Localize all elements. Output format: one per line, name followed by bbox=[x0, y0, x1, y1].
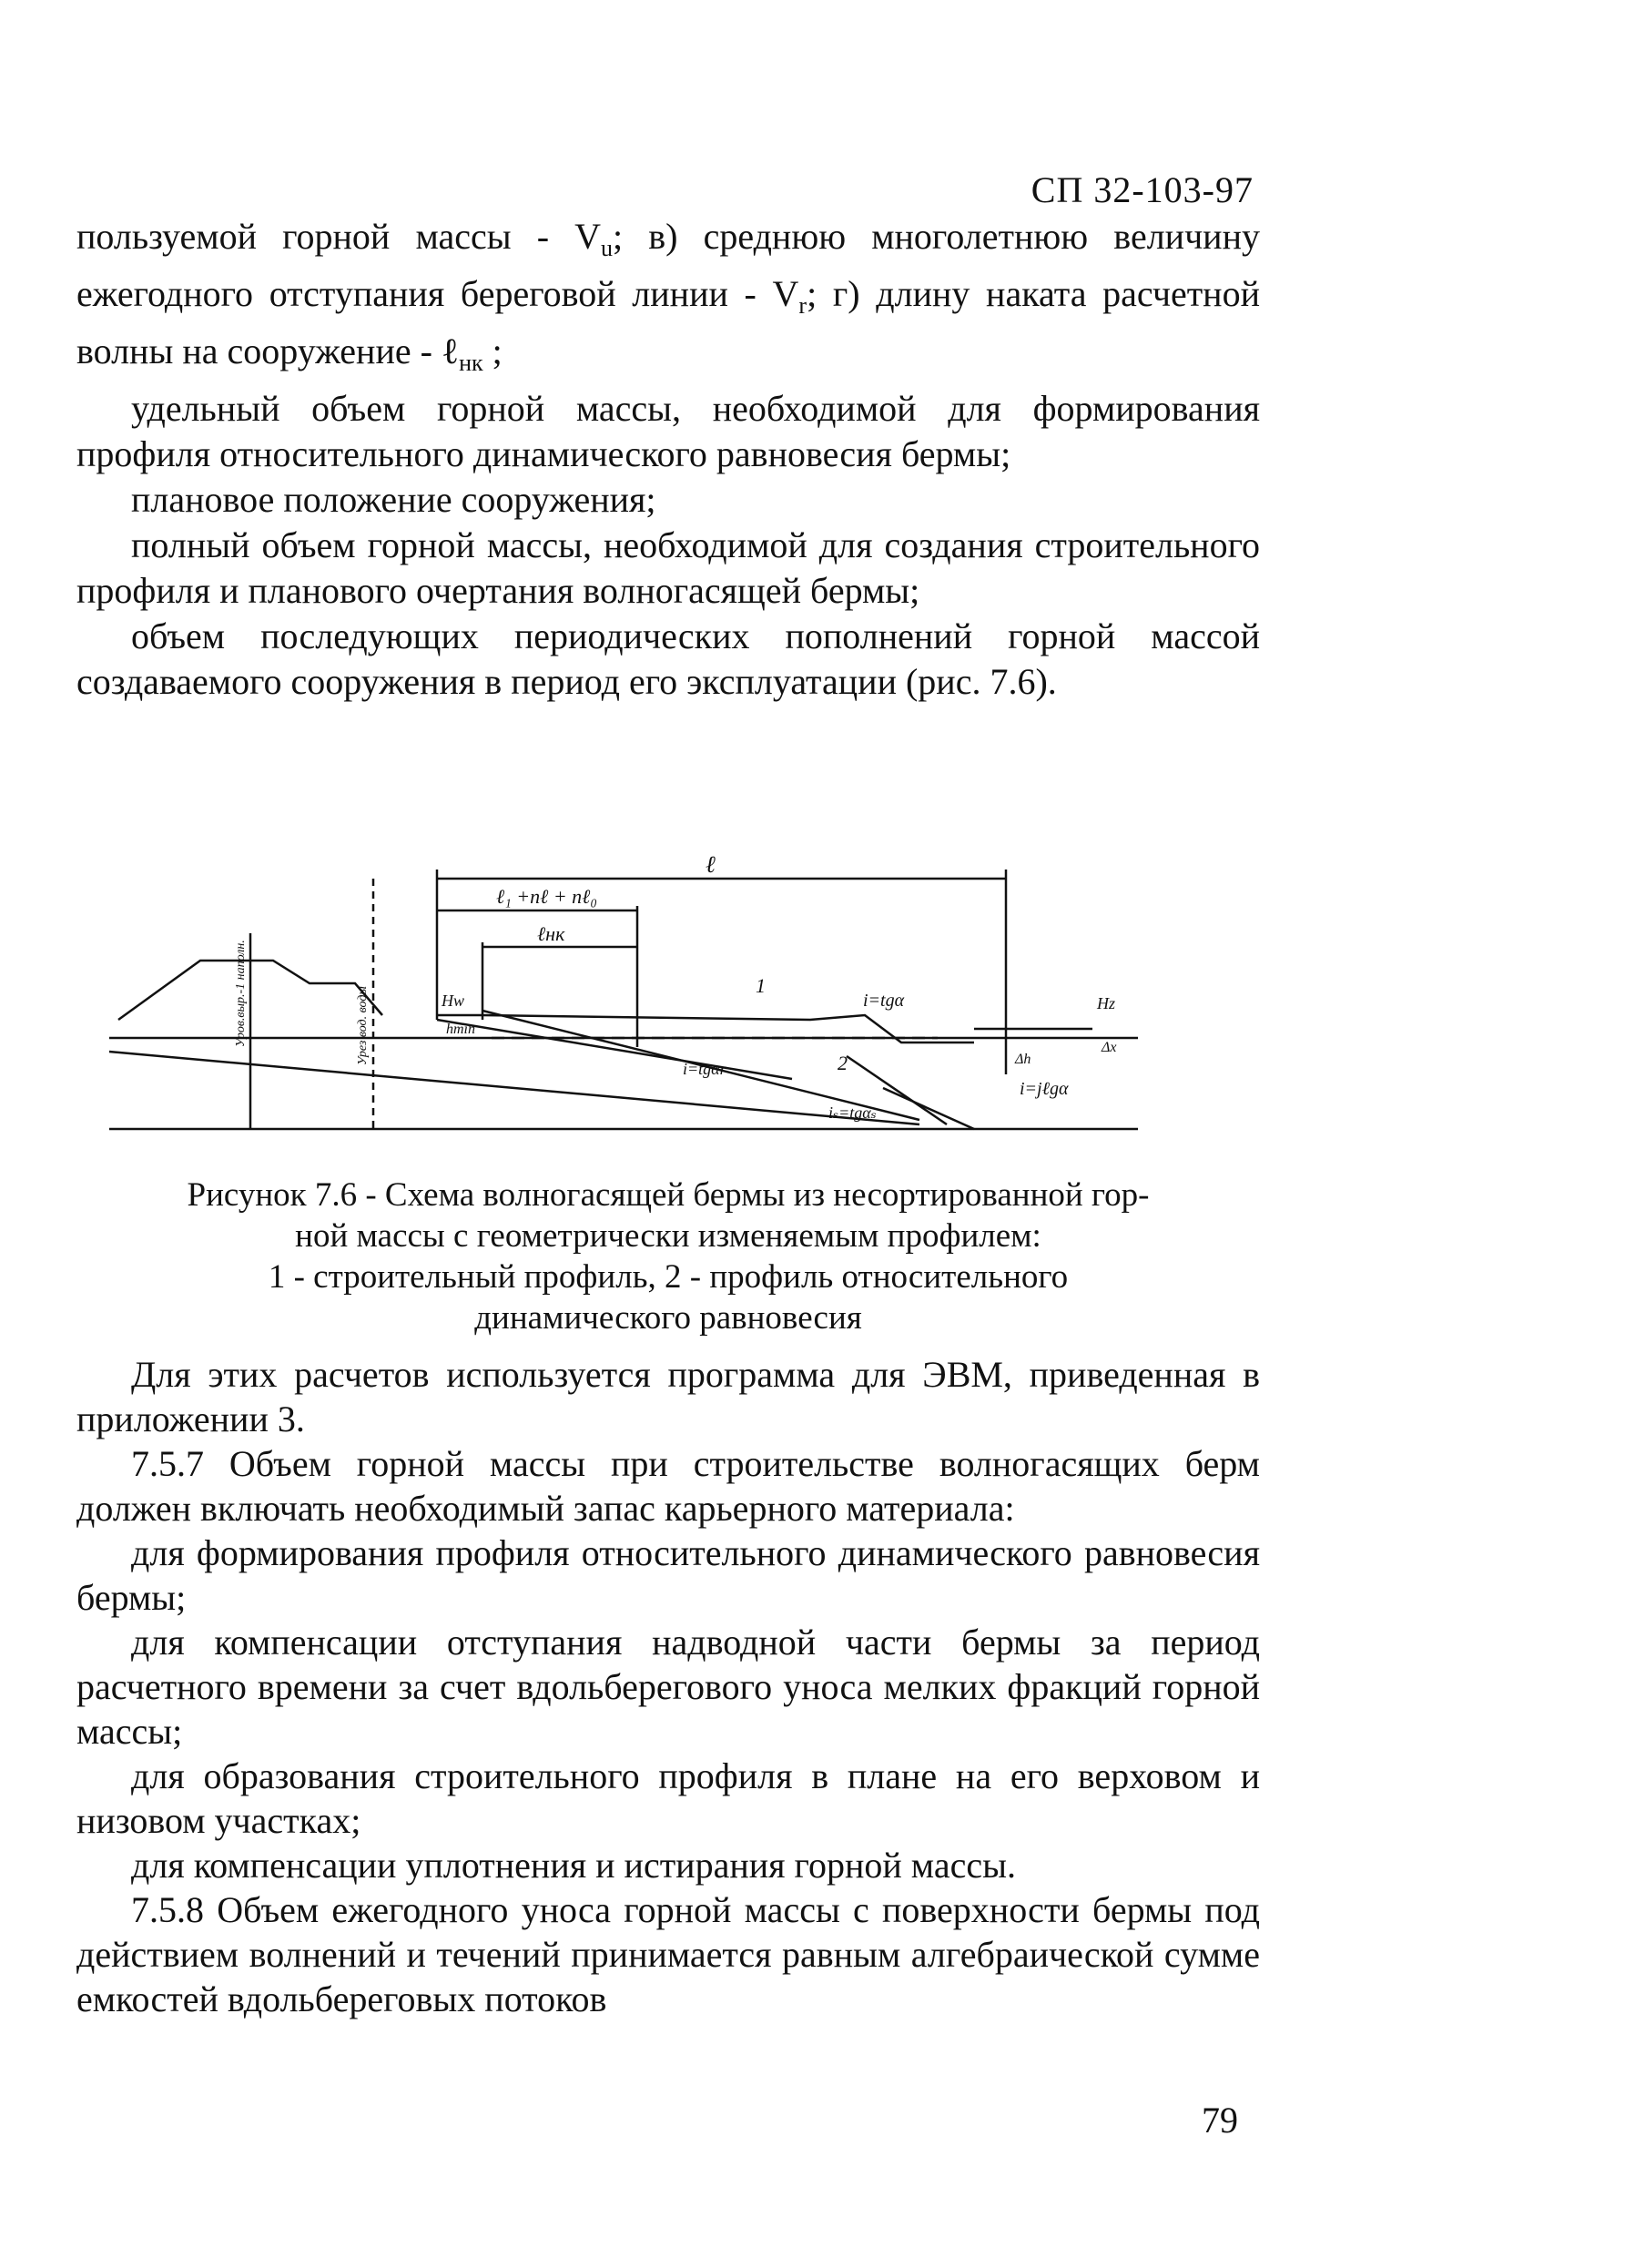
paragraph: объем последующих периодических пополнений горной массой создаваемого сооружения в период его эксплуатации (рис. 7.6). bbox=[76, 615, 1260, 702]
paragraph: Для этих расчетов используется программа для ЭВМ, приведенная в приложении 3. bbox=[76, 1354, 1260, 1439]
paragraph: полный объем горной массы, необходимой для создания строительного профиля и планового очертания волногасящей бермы; bbox=[76, 524, 1260, 611]
label-i-tg-alpha: i=tgα bbox=[863, 991, 905, 1011]
seabed-line bbox=[109, 1052, 919, 1124]
caption-line: 1 - строительный профиль, 2 - профиль относительного bbox=[268, 1258, 1069, 1296]
label-i-j-tg-alpha: i=jℓgα bbox=[1020, 1079, 1069, 1099]
label-hmin: hmin bbox=[446, 1022, 475, 1037]
subscript: r bbox=[798, 292, 807, 319]
label-hz: Hz bbox=[1097, 994, 1116, 1012]
bottom-text bbox=[76, 1352, 1260, 2021]
label-delta-x: Δx bbox=[1102, 1040, 1117, 1055]
subscript: нк bbox=[459, 350, 483, 376]
document-code: СП 32-103-97 bbox=[1031, 169, 1254, 210]
paragraph: для компенсации отступания надводной части бермы за период расчетного времени за счет вдольберегового уноса мелких фракций горной массы; bbox=[76, 1622, 1260, 1752]
label-hw: Hw bbox=[442, 992, 465, 1010]
text-part: ; г) длину наката расчетной волны на сооружение - ℓ bbox=[76, 273, 1260, 371]
paragraph: удельный объем горной массы, необходимой для формирования профиля относительного динамического равновесия бермы; bbox=[76, 388, 1260, 474]
page-number: 79 bbox=[1202, 2100, 1238, 2141]
label-profile-2: 2 bbox=[838, 1052, 848, 1074]
paragraph: 7.5.7 Объем горной массы при строительстве волногасящих берм должен включать необходимый запас карьерного материала: bbox=[76, 1443, 1260, 1529]
caption-line: Рисунок 7.6 - Схема волногасящей бермы из несортированной гор- bbox=[187, 1176, 1150, 1214]
paragraph: для компенсации уплотнения и истирания горной массы. bbox=[131, 1845, 1016, 1886]
top-text bbox=[76, 214, 1260, 705]
label-left-vertical: Уров.выр.-1 наполн. bbox=[234, 940, 248, 1047]
berm-diagram bbox=[100, 856, 1147, 1147]
text-part: ; в) среднюю многолетнюю величину ежегодного отступания береговой линии - V bbox=[76, 216, 1260, 314]
label-mid-vertical: Урез вод. воды bbox=[356, 986, 370, 1065]
label-l-sum: ℓ₁ +nℓ + nℓ₀ bbox=[496, 885, 597, 908]
paragraph: для образования строительного профиля в плане на его верховом и низовом участках; bbox=[76, 1755, 1260, 1841]
label-l: ℓ bbox=[706, 856, 716, 878]
label-lnk: ℓнк bbox=[537, 922, 565, 945]
caption-line: ной массы с геометрически изменяемым профилем: bbox=[295, 1217, 1041, 1255]
paragraph: 7.5.8 Объем ежегодного уноса горной массы с поверхности бермы под действием волнений и течений принимается равным алгебраической сумме емкостей вдольбереговых потоков bbox=[76, 1889, 1260, 2019]
label-i-tg-alpha-c: iₛ=tgαₛ bbox=[828, 1103, 877, 1122]
text-part: ; bbox=[482, 331, 503, 371]
label-i-tg-alpha-r: i=tgαr bbox=[683, 1060, 726, 1078]
text-part: пользуемой горной массы - V bbox=[76, 216, 602, 257]
paragraph-continuation bbox=[76, 214, 1260, 386]
figure-caption bbox=[76, 1175, 1260, 1338]
subscript: u bbox=[601, 235, 614, 261]
equilibrium-profile bbox=[437, 1020, 792, 1079]
caption-line: динамического равновесия bbox=[474, 1299, 862, 1337]
paragraph: для формирования профиля относительного динамического равновесия бермы; bbox=[76, 1532, 1260, 1618]
label-profile-1: 1 bbox=[756, 974, 766, 997]
label-delta-h: Δh bbox=[1015, 1052, 1031, 1067]
paragraph: плановое положение сооружения; bbox=[131, 479, 656, 520]
